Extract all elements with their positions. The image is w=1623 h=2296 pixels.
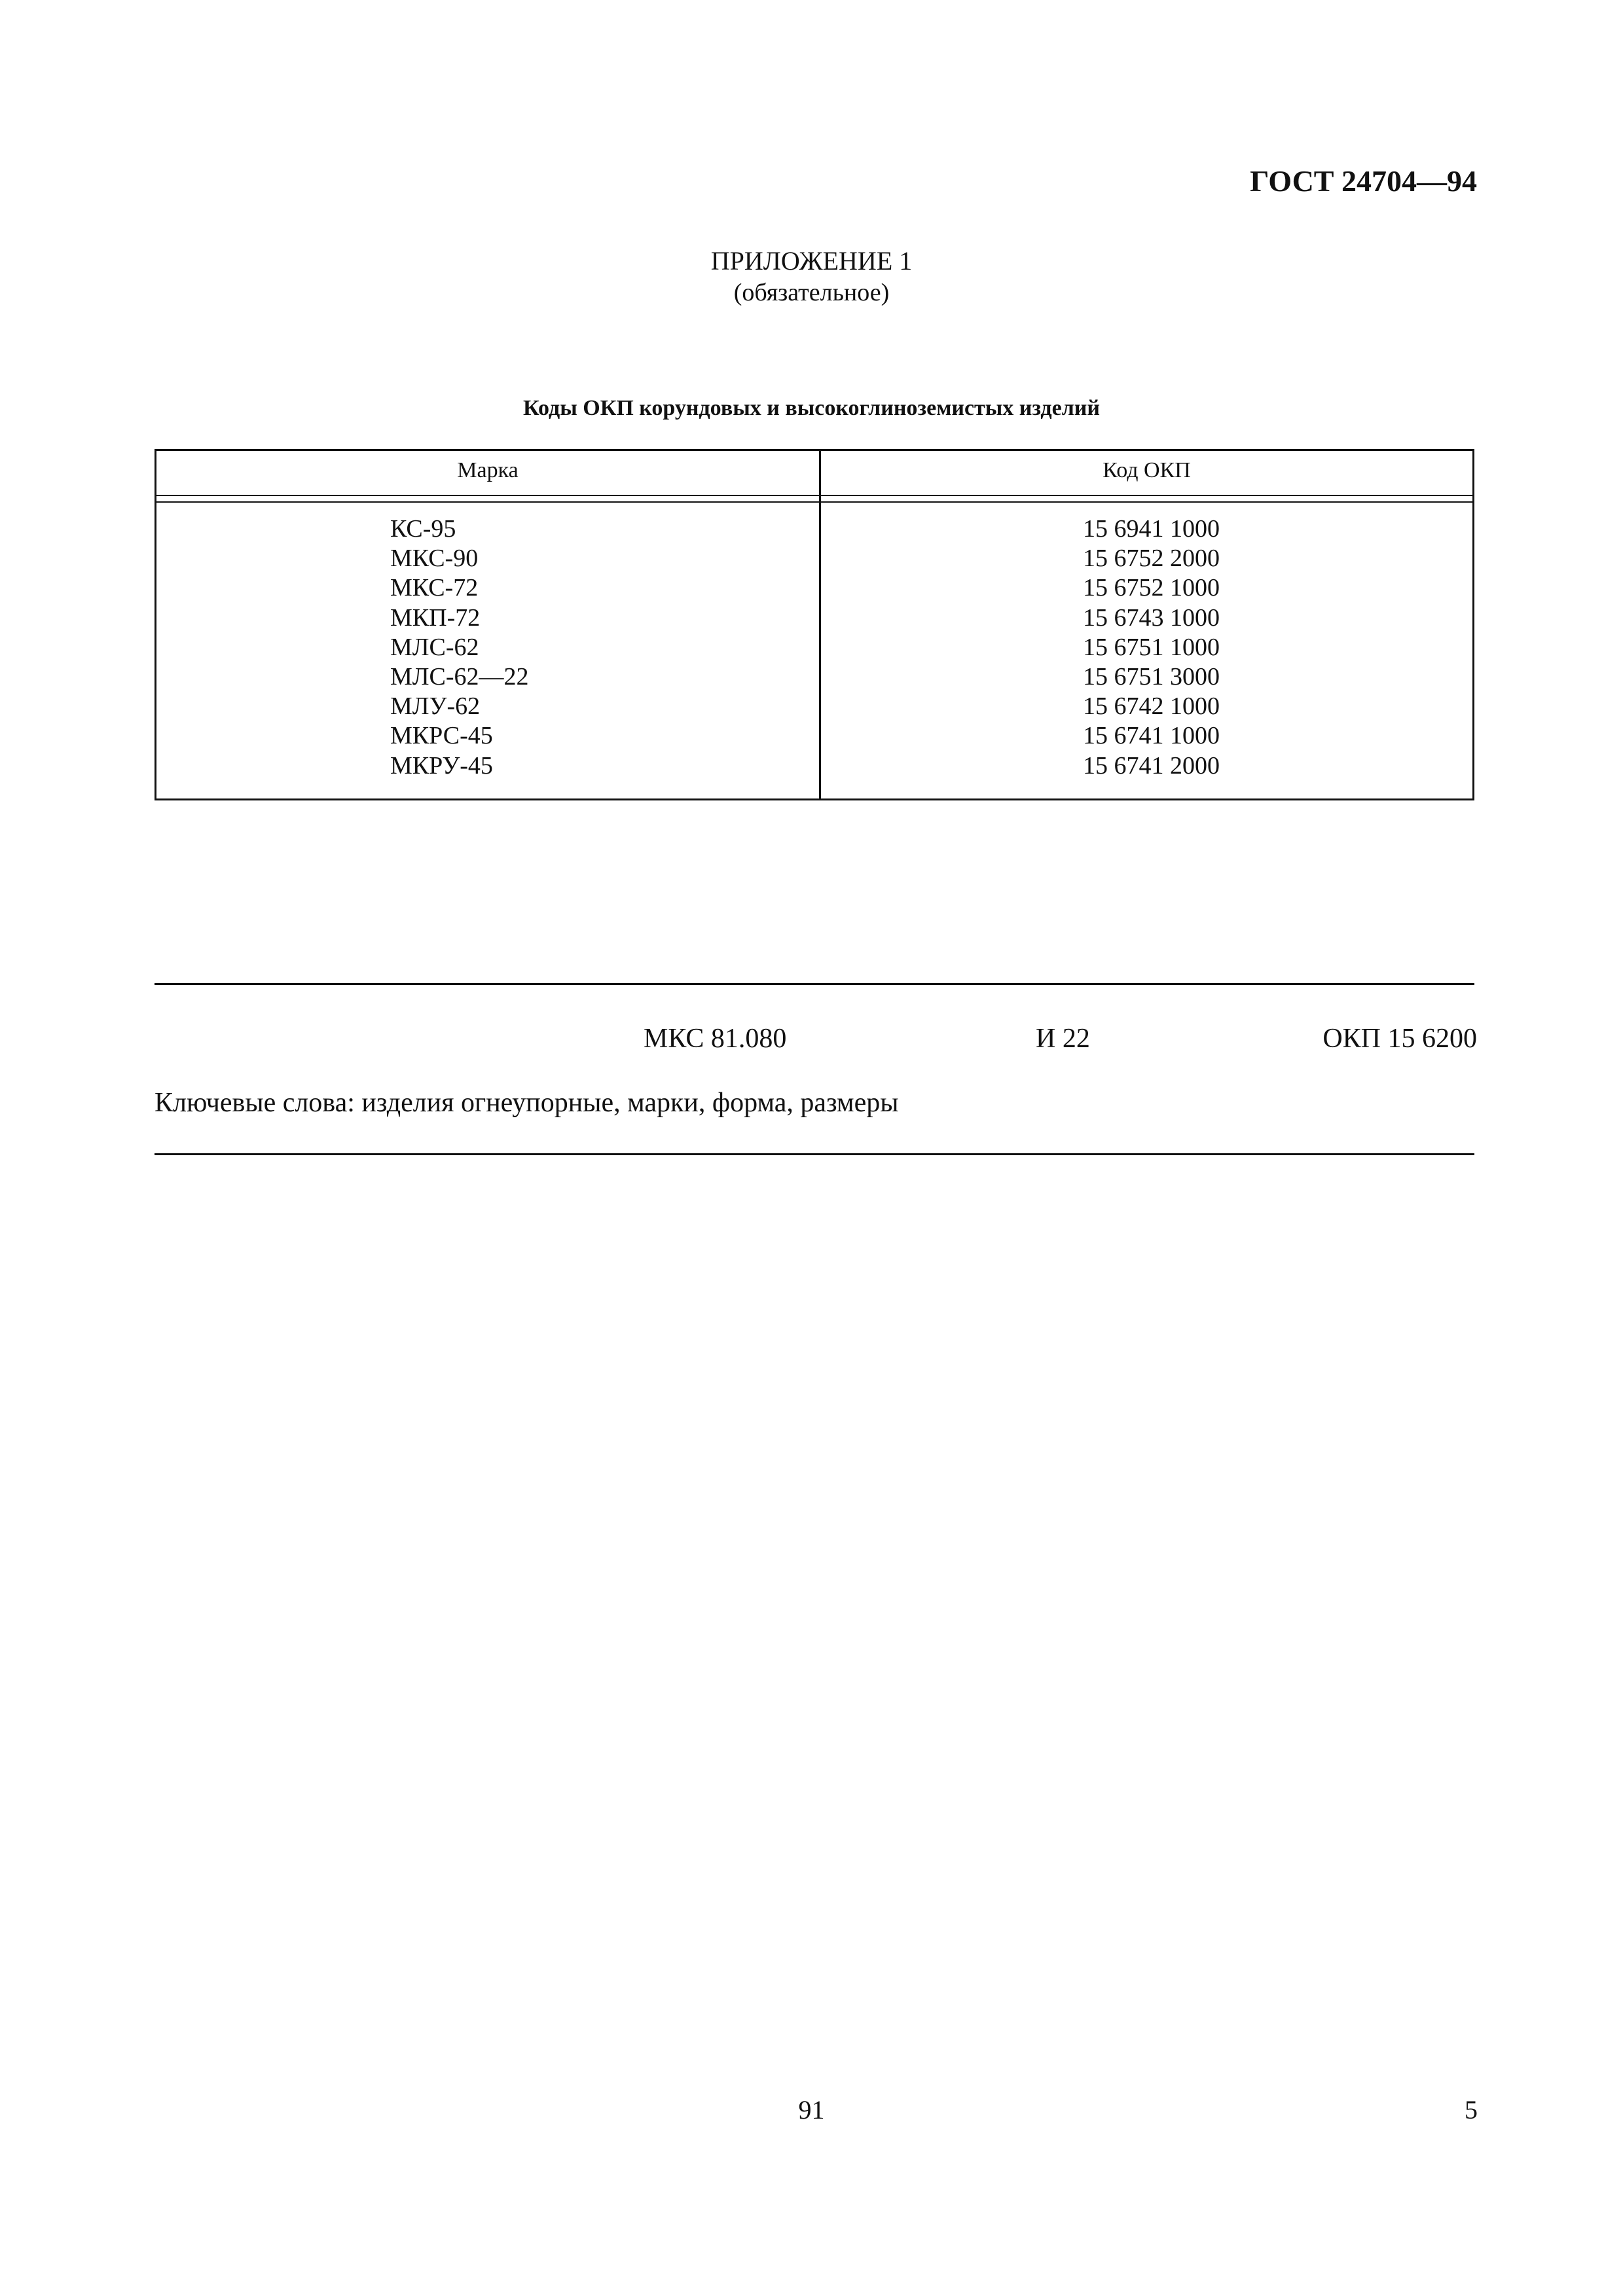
document-code: ГОСТ 24704—94 bbox=[1250, 164, 1477, 198]
column-header-mark: Марка bbox=[457, 458, 519, 482]
table-cell-mark: МКС-72 bbox=[390, 574, 479, 602]
appendix-title: ПРИЛОЖЕНИЕ 1 bbox=[710, 246, 913, 276]
table-cell-mark: МЛС-62—22 bbox=[390, 662, 529, 691]
table-cell-code: 15 6752 1000 bbox=[1083, 574, 1220, 602]
table-cell-code: 15 6741 2000 bbox=[1083, 751, 1220, 780]
table-cell-code: 15 6752 2000 bbox=[1083, 545, 1220, 573]
table-cell-mark: МКП-72 bbox=[390, 603, 481, 632]
table-header-rule bbox=[155, 495, 1474, 496]
table-header-rule-double bbox=[155, 501, 1474, 503]
table-cell-code: 15 6751 1000 bbox=[1083, 633, 1220, 661]
keywords-line: Ключевые слова: изделия огнеупорные, марки, форма, размеры bbox=[155, 1088, 899, 1118]
table-cell-code: 15 6742 1000 bbox=[1083, 692, 1220, 721]
table-cell-mark: МЛУ-62 bbox=[390, 692, 481, 721]
table-title: Коды ОКП корундовых и высокоглиноземистых изделий bbox=[523, 396, 1100, 420]
table-cell-code: 15 6941 1000 bbox=[1083, 515, 1220, 543]
table-cell-mark: МЛС-62 bbox=[390, 633, 479, 661]
mark-column bbox=[390, 514, 529, 781]
index-code: И 22 bbox=[1036, 1024, 1090, 1054]
table-cell-code: 15 6751 3000 bbox=[1083, 662, 1220, 691]
mks-code: МКС 81.080 bbox=[644, 1024, 787, 1054]
appendix-note: (обязательное) bbox=[733, 279, 890, 306]
classification-rule-bottom bbox=[155, 1153, 1474, 1155]
table-cell-mark: МКРС-45 bbox=[390, 722, 493, 750]
table-cell-mark: МКС-90 bbox=[390, 545, 479, 573]
table-cell-mark: КС-95 bbox=[390, 515, 456, 543]
table-cell-code: 15 6743 1000 bbox=[1083, 603, 1220, 632]
classification-rule-top bbox=[155, 983, 1474, 985]
okp-class-code: ОКП 15 6200 bbox=[1322, 1024, 1477, 1054]
table-cell-mark: МКРУ-45 bbox=[390, 751, 493, 780]
column-header-okp-code: Код ОКП bbox=[1103, 458, 1191, 482]
okp-code-column bbox=[1083, 514, 1220, 781]
table-cell-code: 15 6741 1000 bbox=[1083, 722, 1220, 750]
page-number-center: 91 bbox=[798, 2095, 825, 2125]
page-number-right: 5 bbox=[1465, 2095, 1478, 2125]
